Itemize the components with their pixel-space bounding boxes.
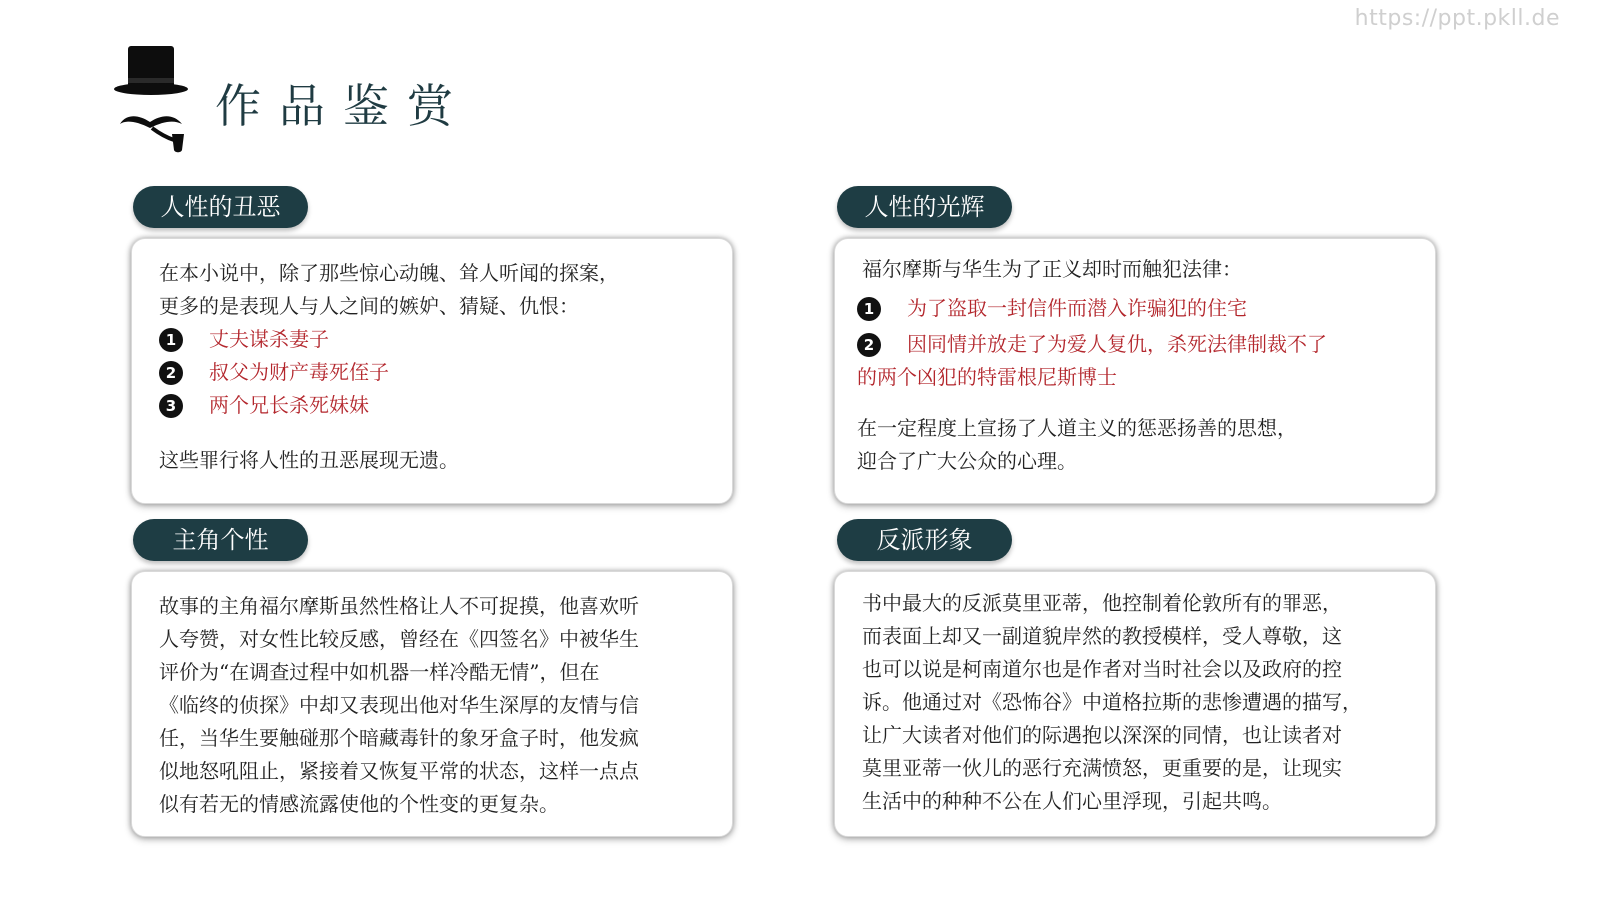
ugly-intro-2: 更多的是表现人与人之间的嫉妒、猜疑、仇恨： — [159, 294, 579, 318]
protagonist-line: 人夸赞，对女性比较反感，曾经在《四签名》中被华生 — [159, 627, 639, 651]
number-badge: 2 — [857, 333, 881, 357]
protagonist-line: 似有若无的情感流露使他的个性变的更复杂。 — [159, 792, 559, 816]
glory-conclusion-1: 在一定程度上宣扬了人道主义的惩恶扬善的思想， — [857, 416, 1297, 440]
protagonist-line: 故事的主角福尔摩斯虽然性格让人不可捉摸，他喜欢听 — [159, 594, 639, 618]
villain-line: 莫里亚蒂一伙儿的恶行充满愤怒，更重要的是，让现实 — [862, 756, 1342, 780]
card-glory — [834, 238, 1436, 504]
protagonist-line: 似地怒吼阻止，紧接着又恢复平常的状态，这样一点点 — [159, 759, 639, 783]
protagonist-line: 《临终的侦探》中却又表现出他对华生深厚的友情与信 — [159, 693, 639, 717]
protagonist-line: 任，当华生要触碰那个暗藏毒针的象牙盒子时，他发疯 — [159, 726, 639, 750]
villain-line: 诉。他通过对《恐怖谷》中道格拉斯的悲惨遭遇的描写， — [862, 690, 1362, 714]
list-item-continuation: 的两个凶犯的特雷根尼斯博士 — [857, 365, 1117, 389]
glory-conclusion-2: 迎合了广大公众的心理。 — [857, 449, 1077, 473]
villain-line: 而表面上却又一副道貌岸然的教授模样，受人尊敬，这 — [862, 624, 1342, 648]
list-item — [159, 323, 732, 356]
number-badge: 1 — [159, 328, 183, 352]
list-item — [159, 389, 732, 422]
page-title: 作品鉴赏 — [215, 79, 471, 133]
list-item — [857, 328, 1435, 361]
list-item-text: 为了盗取一封信件而潜入诈骗犯的住宅 — [907, 296, 1247, 320]
section-title-protagonist: 主角个性 — [133, 519, 308, 561]
villain-line: 让广大读者对他们的际遇抱以深深的同情，也让读者对 — [862, 723, 1342, 747]
top-hat-mustache-pipe-icon — [112, 42, 192, 157]
section-title-glory: 人性的光辉 — [837, 186, 1012, 228]
watermark-url: https://ppt.pkll.de — [1354, 6, 1560, 31]
number-badge: 3 — [159, 394, 183, 418]
protagonist-line: 评价为“在调查过程中如机器一样冷酷无情”，但在 — [159, 660, 600, 684]
list-item-text: 因同情并放走了为爱人复仇，杀死法律制裁不了 — [907, 332, 1327, 356]
card-protagonist — [131, 571, 733, 837]
glory-intro: 福尔摩斯与华生为了正义却时而触犯法律： — [862, 257, 1242, 281]
ugly-conclusion: 这些罪行将人性的丑恶展现无遗。 — [159, 448, 459, 472]
ugly-intro-1: 在本小说中，除了那些惊心动魄、耸人听闻的探案， — [159, 261, 619, 285]
list-item — [159, 356, 732, 389]
villain-line: 生活中的种种不公在人们心里浮现，引起共鸣。 — [862, 789, 1282, 813]
villain-line: 也可以说是柯南道尔也是作者对当时社会以及政府的控 — [862, 657, 1342, 681]
list-item-text: 叔父为财产毒死侄子 — [209, 360, 389, 384]
list-item-text: 丈夫谋杀妻子 — [209, 327, 329, 351]
section-title-ugly: 人性的丑恶 — [133, 186, 308, 228]
number-badge: 2 — [159, 361, 183, 385]
card-ugly — [131, 238, 733, 504]
card-villain — [834, 571, 1436, 837]
number-badge: 1 — [857, 297, 881, 321]
list-item-text: 两个兄长杀死妹妹 — [209, 393, 369, 417]
list-item — [857, 292, 1435, 325]
villain-line: 书中最大的反派莫里亚蒂，他控制着伦敦所有的罪恶， — [862, 591, 1342, 615]
section-title-villain: 反派形象 — [837, 519, 1012, 561]
